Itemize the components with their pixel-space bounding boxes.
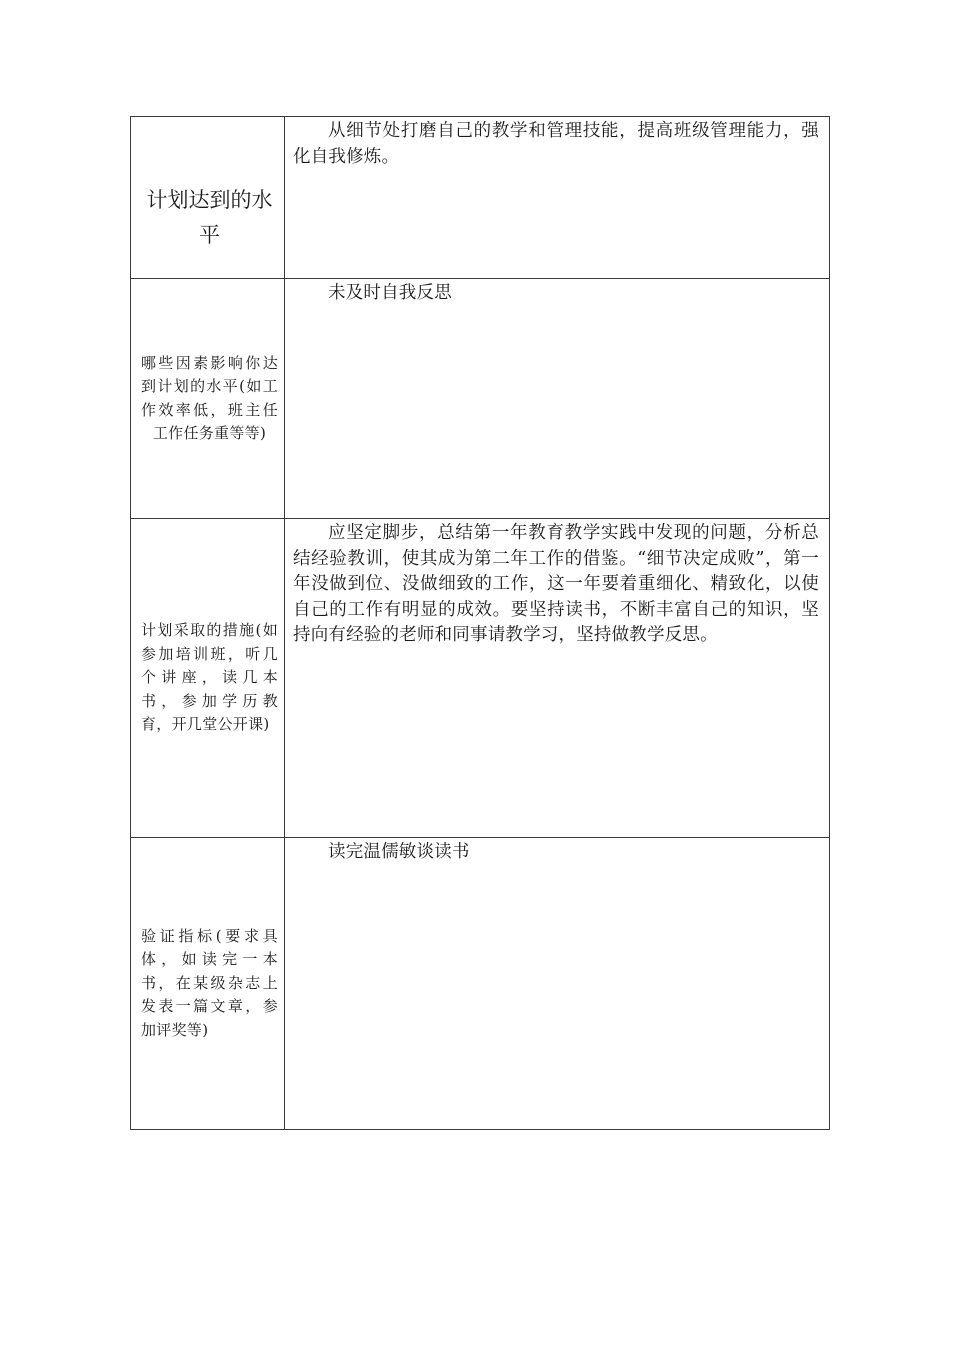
content-cell-influencing-factors [285,279,830,519]
row-label: 计划达到的水平 [146,187,273,247]
row-label: 哪些因素影响你达到计划的水平(如工作效率低，班主任工作任务重等等) [141,353,278,442]
row-content: 从细节处打磨自己的教学和管理技能，提高班级管理能力，强化自我修炼。 [293,121,819,167]
label-cell-planned-measures [131,519,285,838]
label-cell-target-level [131,117,285,279]
table-row [131,117,830,279]
row-content: 读完温儒敏谈读书 [328,842,470,862]
content-cell-planned-measures [285,519,830,838]
row-label: 计划采取的措施(如参加培训班，听几个讲座，读几本书，参加学历教育，开几堂公开课) [141,621,278,734]
label-cell-verification-indicators [131,838,285,1130]
table-row [131,838,830,1130]
plan-table [130,116,830,1130]
content-cell-target-level [285,117,830,279]
row-content: 应坚定脚步，总结第一年教育教学实践中发现的问题，分析总结经验教训，使其成为第二年工作的借鉴。“细节决定成败”，第一年没做到位、没做细致的工作，这一年要着重细化、精致化，以使自己的工作有明显的成效。要坚持读书，不断丰富自己的知识，坚持向有经验的老师和同事请教学习，坚持做教学反思。 [293,523,819,645]
table-row [131,519,830,838]
row-label: 验证指标(要求具体，如读完一本书，在某级杂志上发表一篇文章，参加评奖等) [141,926,278,1039]
label-cell-influencing-factors [131,279,285,519]
table-row [131,279,830,519]
row-content: 未及时自我反思 [328,283,452,303]
content-cell-verification-indicators [285,838,830,1130]
